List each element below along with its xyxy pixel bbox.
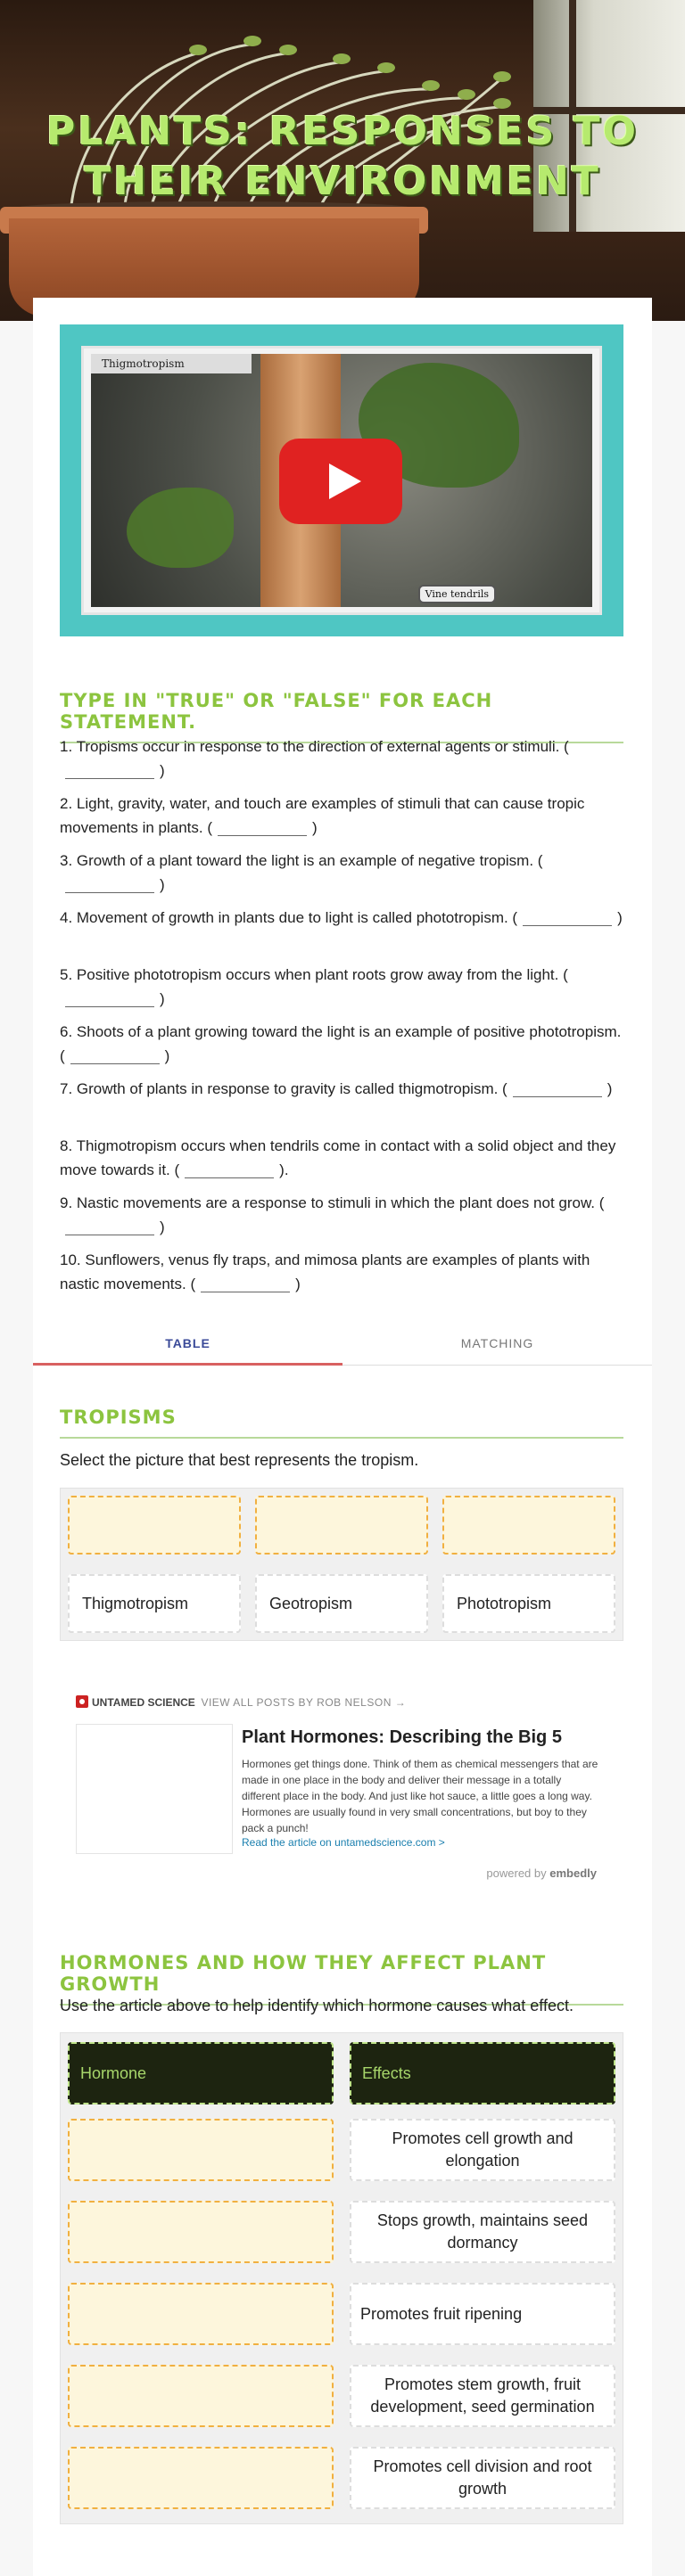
question-8: 8. Thigmotropism occurs when tendrils come in contact with a solid object and they move towards it. ( ). xyxy=(60,1137,616,1178)
question-4: 4. Movement of growth in plants due to light is called phototropism. ( ) xyxy=(60,906,623,930)
section-title-true-false: TYPE IN "TRUE" OR "FALSE" FOR EACH STATEMENT. xyxy=(60,690,623,743)
question-10: 10. Sunflowers, venus fly traps, and mimosa plants are examples of plants with nastic movements. ( ) xyxy=(60,1251,590,1292)
effect-cell-3: Promotes fruit ripening xyxy=(350,2283,615,2345)
article-embed xyxy=(76,1695,611,1880)
tab-bar xyxy=(33,1325,652,1366)
answer-input-5[interactable] xyxy=(65,988,154,1007)
play-button-icon[interactable] xyxy=(279,439,402,524)
embed-source-name: UNTAMED SCIENCE xyxy=(92,1696,195,1709)
worksheet-card xyxy=(33,298,652,2576)
effect-cell-1: Promotes cell growth and elongation xyxy=(350,2119,615,2181)
answer-input-4[interactable] xyxy=(523,907,612,926)
video-caption-top: Thigmotropism xyxy=(91,354,252,373)
section-title-tropisms: TROPISMS xyxy=(60,1407,623,1439)
youtube-video[interactable] xyxy=(60,324,623,636)
question-3: 3. Growth of a plant toward the light is an example of negative tropism. () xyxy=(60,852,543,893)
article-description: Hormones get things done. Think of them as chemical messengers that are made in one place in the body and deliver their message in a totally different place in the body. And just like hot sauce, a little goes a long way. Hormones are usually found in very small concentrations, but boy to they pack a punch! xyxy=(242,1758,598,1834)
tropism-card-phototropism[interactable]: Phototropism xyxy=(442,1574,615,1633)
video-caption-bottom: Vine tendrils xyxy=(418,585,496,603)
view-all-posts-link[interactable]: VIEW ALL POSTS BY ROB NELSON → xyxy=(201,1696,407,1709)
answer-input-2[interactable] xyxy=(218,816,307,836)
tab-table[interactable]: TABLE xyxy=(33,1325,342,1366)
answer-input-3[interactable] xyxy=(65,874,154,893)
effect-cell-4: Promotes stem growth, fruit development, seed germination xyxy=(350,2365,615,2427)
hormones-instruction: Use the article above to help identify which hormone causes what effect. xyxy=(60,1997,574,2014)
question-6: 6. Shoots of a plant growing toward the light is an example of positive phototropism. ( ) xyxy=(60,1023,622,1064)
tropisms-instruction: Select the picture that best represents the tropism. xyxy=(60,1451,419,1469)
article-thumbnail[interactable] xyxy=(76,1724,233,1854)
answer-input-10[interactable] xyxy=(201,1273,290,1292)
untamed-science-logo-icon xyxy=(76,1695,88,1708)
question-2: 2. Light, gravity, water, and touch are examples of stimuli that can cause tropic movements in plants. ( ) xyxy=(60,795,585,836)
hormone-drop-slot-2[interactable] xyxy=(68,2201,334,2263)
embedly-brand[interactable]: embedly xyxy=(549,1866,597,1880)
hormone-drop-slot-5[interactable] xyxy=(68,2447,334,2509)
answer-input-9[interactable] xyxy=(65,1216,154,1235)
tropism-drop-slot-3[interactable] xyxy=(442,1496,615,1555)
read-article-link[interactable]: Read the article on untamedscience.com > xyxy=(242,1836,445,1849)
tropism-card-thigmotropism[interactable]: Thigmotropism xyxy=(68,1574,241,1633)
tropism-drop-slot-1[interactable] xyxy=(68,1496,241,1555)
hormone-drop-slot-4[interactable] xyxy=(68,2365,334,2427)
question-5: 5. Positive phototropism occurs when plant roots grow away from the light. () xyxy=(60,966,568,1007)
tropism-drop-slot-2[interactable] xyxy=(255,1496,428,1555)
effect-cell-5: Promotes cell division and root growth xyxy=(350,2447,615,2509)
hormone-drop-slot-1[interactable] xyxy=(68,2119,334,2181)
answer-input-1[interactable] xyxy=(65,759,154,779)
question-9: 9. Nastic movements are a response to stimuli in which the plant does not grow. () xyxy=(60,1194,605,1235)
column-header-effects: Effects xyxy=(350,2042,615,2104)
hormone-matching-table xyxy=(60,2032,623,2524)
effect-cell-2: Stops growth, maintains seed dormancy xyxy=(350,2201,615,2263)
embed-source xyxy=(76,1695,611,1709)
answer-input-8[interactable] xyxy=(185,1159,274,1178)
hormone-drop-slot-3[interactable] xyxy=(68,2283,334,2345)
tropism-card-geotropism[interactable]: Geotropism xyxy=(255,1574,428,1633)
hero-banner xyxy=(0,0,685,321)
question-7: 7. Growth of plants in response to gravity is called thigmotropism. ( ) xyxy=(60,1077,623,1101)
tropism-matching-grid xyxy=(60,1488,623,1641)
article-title[interactable]: Plant Hormones: Describing the Big 5 xyxy=(242,1727,562,1747)
answer-input-6[interactable] xyxy=(70,1045,160,1064)
question-1: 1. Tropisms occur in response to the direction of external agents or stimuli. () xyxy=(60,738,569,779)
column-header-hormone: Hormone xyxy=(68,2042,334,2104)
page-title: PLANTS: RESPONSES TO THEIR ENVIRONMENT xyxy=(45,109,640,204)
answer-input-7[interactable] xyxy=(513,1078,602,1097)
powered-by: powered by embedly xyxy=(486,1866,597,1880)
tab-matching[interactable]: MATCHING xyxy=(460,1336,534,1350)
section-title-hormones: HORMONES AND HOW THEY AFFECT PLANT GROWTH xyxy=(60,1952,623,2006)
